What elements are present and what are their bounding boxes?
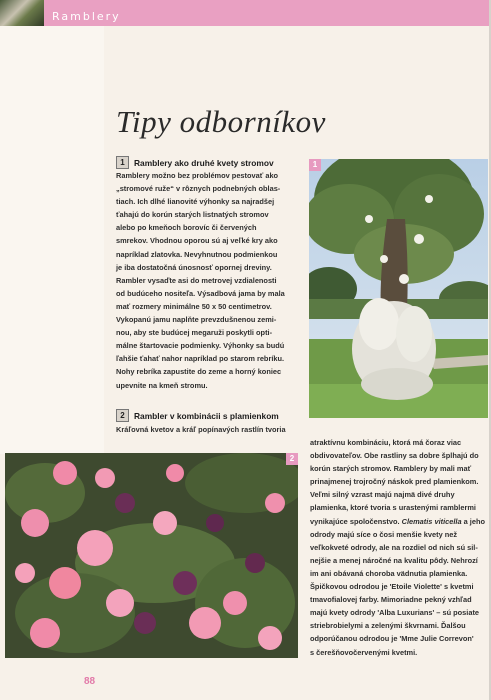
section2-line: odrody majú síce o čosi menšie kvety než <box>310 529 458 539</box>
section2-line: veľkokveté odrody, ale na rozdiel od nich sú sil- <box>310 542 478 552</box>
clematis-name: Clematis viticella <box>401 516 462 526</box>
photo2-badge: 2 <box>286 453 298 465</box>
section2-line: majú kvety odrody 'Alba Luxurians' – sú posiate <box>310 608 480 618</box>
section2-line-tail: a jeho <box>461 516 486 526</box>
section1-line: nou, aby ste budúcej megaruži poskytli opti- <box>116 328 273 338</box>
photo1-badge: 1 <box>309 159 321 171</box>
section1-line: alebo po kmeňoch borovíc či červených <box>116 223 257 233</box>
section2-line: s čerešňovočervenými kvetmi. <box>310 647 418 657</box>
section2-number: 2 <box>116 409 129 422</box>
section1-line: smrekov. Vhodnou oporou sú aj veľké kry ako <box>116 236 278 246</box>
header-thumbnail <box>0 0 44 26</box>
section1-line: Rambler vysaďte asi do metrovej vzdialenosti <box>116 275 277 285</box>
section2-line: tmavofialovej farby. Mimoriadne pekný vzhľad <box>310 595 472 605</box>
section2-line: im ani obávaná choroba vädnutia plamienka. <box>310 568 468 578</box>
section1-line: napríklad zlatovka. Nevyhnutnou podmienkou <box>116 249 278 259</box>
page-title: Tipy odborníkov <box>116 104 326 139</box>
section2-line: odporúčanou odrodou je 'Mme Julie Correvon' <box>310 634 474 644</box>
section1-line: ťahajú do korún starých listnatých stromov <box>116 210 269 220</box>
section1-heading: Ramblery ako druhé kvety stromov <box>134 158 274 168</box>
section2-line: prinajmenej trojročný náskok pred plamienkom. <box>310 477 479 487</box>
section2-heading: Rambler v kombinácii s plamienkom <box>134 411 279 421</box>
left-margin <box>0 26 104 454</box>
section1-line: „stromové ruže“ v rôznych podnebných oblas- <box>116 184 281 194</box>
section2-line: obdivovateľov. Obe rastliny sa dobre šplhajú do <box>310 451 479 461</box>
section1-line: málne štartovacie podmienky. Výhonky sa budú <box>116 341 285 351</box>
section2-line: nejšie a menej náročné na kvalitu pôdy. Nehrozí <box>310 555 478 565</box>
section2-line <box>310 515 485 528</box>
section2-subtitle: Kráľovná kvetov a kráľ popínavých rastlín tvoria <box>116 425 286 434</box>
section1-line: ľahšie ťahať nahor napríklad po starom rebríku. <box>116 354 285 364</box>
section2-body <box>310 436 485 659</box>
section1-line: od budúceho nositeľa. Výsadbová jama by mala <box>116 288 285 298</box>
section2-line: Veľmi silný vzrast majú najmä divé druhy <box>310 490 455 500</box>
roses-illustration <box>5 453 298 658</box>
section2-line: striebrobielymi a zelenými škvrnami. Ďalšou <box>310 621 466 631</box>
section1-number: 1 <box>116 156 129 169</box>
section1-line: tiach. Ich dlhé lianovité výhonky sa najradšej <box>116 197 275 207</box>
section1-line: je iba dostatočná únosnosť opornej dreviny. <box>116 262 272 272</box>
section1-line: Vykopanú jamu naplňte prevzdušnenou zemi- <box>116 315 277 325</box>
section-tag: Ramblery <box>52 10 121 23</box>
section2-heading-row <box>116 409 279 422</box>
photo-roses-clematis <box>5 453 298 658</box>
section2-line: Špičkovou odrodou je 'Etoile Violette' s kvetmi <box>310 582 474 592</box>
section1-line: Ramblery možno bez problémov pestovať ako <box>116 171 279 180</box>
section1-line: mať rozmery minimálne 50 x 50 centimetrov. <box>116 301 272 311</box>
section1-body <box>116 169 285 392</box>
section2-line: atraktívnu kombináciu, ktorá má čoraz viac <box>310 438 462 447</box>
page-number: 88 <box>84 676 96 687</box>
section2-line: korún starých stromov. Ramblery by mali mať <box>310 464 472 474</box>
section2-line: plamienka, ktoré tvoria s urastenými ramblermi <box>310 503 476 513</box>
photo-rambler-tree <box>309 159 488 418</box>
section1-line: Nohy rebríka zapustite do zeme a horný koniec <box>116 367 282 377</box>
section2-line-text: vynikajúce spoločenstvo. <box>310 516 400 526</box>
tree-illustration <box>309 159 488 418</box>
section1-heading-row <box>116 156 274 169</box>
section1-line: upevnite na kmeň stromu. <box>116 380 208 390</box>
